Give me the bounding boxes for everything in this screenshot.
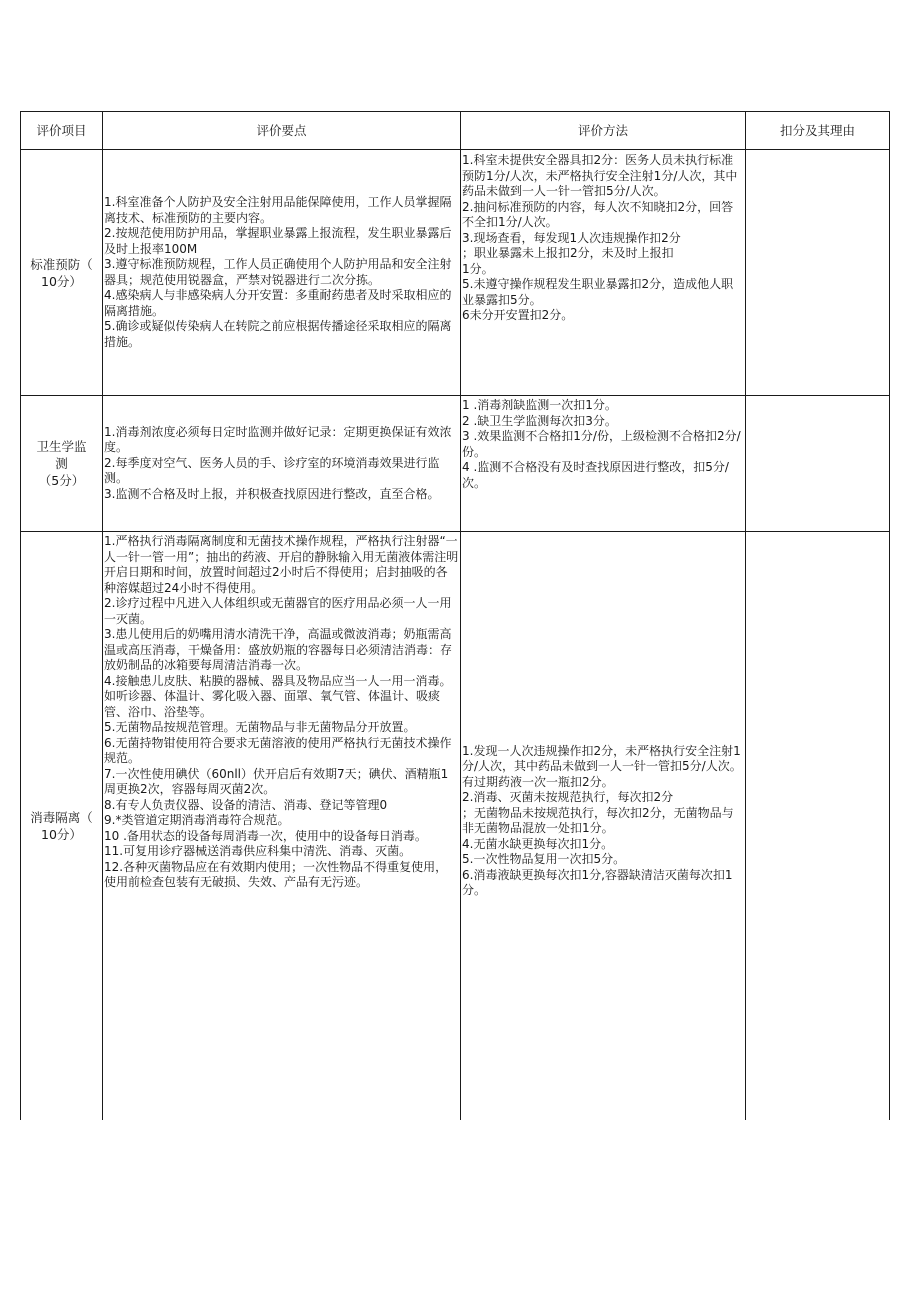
rule-row2 <box>20 531 890 532</box>
rule-col2 <box>460 111 461 1120</box>
header-score: 扣分及其理由 <box>779 122 855 138</box>
row-standard-precautions-points <box>104 150 459 395</box>
row-disinfection-isolation-score <box>747 534 887 1120</box>
header-points: 评价要点 <box>256 122 307 138</box>
header-method: 评价方法 <box>577 122 628 138</box>
evaluation-table <box>20 111 890 1120</box>
row-disinfection-isolation-method <box>462 532 744 1120</box>
row-hygiene-monitoring-points <box>104 396 459 531</box>
row-disinfection-isolation-project: 消毒隔离（ 10分） <box>30 810 93 842</box>
points-text: 1.消毒剂浓度必须每日定时监测并做好记录：定期更换保证有效浓度。 2.每季度对空气、医务人员的手、诊疗室的环境消毒效果进行监测。 3.监测不合格及时上报，并积极查找原因进行整改，直至合格。 <box>104 424 452 501</box>
row-standard-precautions-score <box>747 153 887 395</box>
rule-col3 <box>745 111 746 1120</box>
row-hygiene-monitoring-method: 1 .消毒剂缺监测一次扣1分。 2 .缺卫生学监测每次扣3分。 3 .效果监测不合格扣1分/份，上级检测不合格扣2分/份。 4 .监测不合格没有及时查找原因进行整改，扣5分/次。 <box>462 398 741 490</box>
row-disinfection-isolation-points: 1.严格执行消毒隔离制度和无菌技术操作规程，严格执行注射器“一人一针一管一用”；抽出的药液、开启的静脉输入用无菌液体需注明开启日期和时间，放置时间超过2小时后不得使用；启封抽吸的各种溶媒超过24小时不得使用。 2.诊疗过程中凡进入人体组织或无菌器官的医疗用品必须一人一用一灭菌。 3.患儿使用后的奶嘴用清水清洗干净，高温或微波消毒；奶瓶需高温或高压消毒，干燥备用：盛放奶瓶的容器每日必须清洁消毒：存放奶制品的冰箱要每周清洁消毒一次。 4.接触患儿皮肤、粘膜的器械、器具及物品应当一人一用一消毒。如听诊器、体温计、雾化吸入器、面罩、氧气管、体温计、吸痰管、浴巾、浴垫等。 5.无菌物品按规范管理。无菌物品与非无菌物品分开放置。 6.无菌持物钳使用符合要求无菌溶液的使用严格执行无菌技术操作规范。 7.一次性使用碘伏（60nll）伏开启后有效期7天；碘伏、酒精瓶1周更换2次，容器每周灭菌2次。 8.有专人负责仪器、设备的清洁、消毒、登记等管理0 9.*类管道定期消毒消毒符合规范。 10 .备用状态的设备每周消毒一次，使用中的设备每日消毒。 11.可复用诊疗器械送消毒供应科集中清洗、消毒、灭菌。 12.各种灭菌物品应在有效期内使用；一次性物品不得重复使用，使用前检查包装有无破损、失效、产品有无污迹。 <box>104 534 459 889</box>
row-standard-precautions-method: 1.科室未提供安全器具扣2分：医务人员未执行标准预防1分/人次，未严格执行安全注射1分/人次，其中药品未做到一人一针一管扣5分/人次。 2.抽问标准预防的内容，每人次不知晓扣2分，回答不全扣1分/人次。 3.现场查看，每发现1人次违规操作扣2分 ；职业暴露未上报扣2分，未及时上报扣 1分。 5.未遵守操作规程发生职业暴露扣2分，造成他人职业暴露扣5分。 6未分开安置扣2分。 <box>462 153 738 322</box>
row-hygiene-monitoring-score <box>747 398 887 531</box>
rule-right <box>889 111 890 1120</box>
rule-col1 <box>102 111 103 1120</box>
points-text: 1.科室准备个人防护及安全注射用品能保障使用，工作人员掌握隔离技术、标准预防的主要内容。 2.按规范使用防护用品，掌握职业暴露上报流程，发生职业暴露后及时上报率100M 3.遵守标准预防规程，工作人员正确使用个人防护用品和安全注射器具；规范使用锐器盒，严禁对锐器进行二次分拣。 4.感染病人与非感染病人分开安置：多重耐药患者及时采取相应的隔离措施。 5.确诊或疑似传染病人在转院之前应根据传播途径采取相应的隔离措施。 <box>104 195 452 349</box>
row-standard-precautions-project: 标准预防（ 10分） <box>30 256 93 289</box>
header-project: 评价项目 <box>36 122 87 138</box>
method-text: 1.发现一人次违规操作扣2分，未严格执行安全注射1分/人次，其中药品未做到一人一针一管扣5分/人次。有过期药液一次一瓶扣2分。 2.消毒、灭菌未按规范执行，每次扣2分 ；无菌物品未按规范执行，每次扣2分，无菌物品与非无菌物品混放一处扣1分。 4.无菌水缺更换每次扣1分。 5.一次性物品复用一次扣5分。 6.消毒液缺更换每次扣1分,容器缺清洁灭菌每次扣1分。 <box>462 743 742 897</box>
row-hygiene-monitoring-project: 卫生学监 测 （5分） <box>36 439 87 488</box>
